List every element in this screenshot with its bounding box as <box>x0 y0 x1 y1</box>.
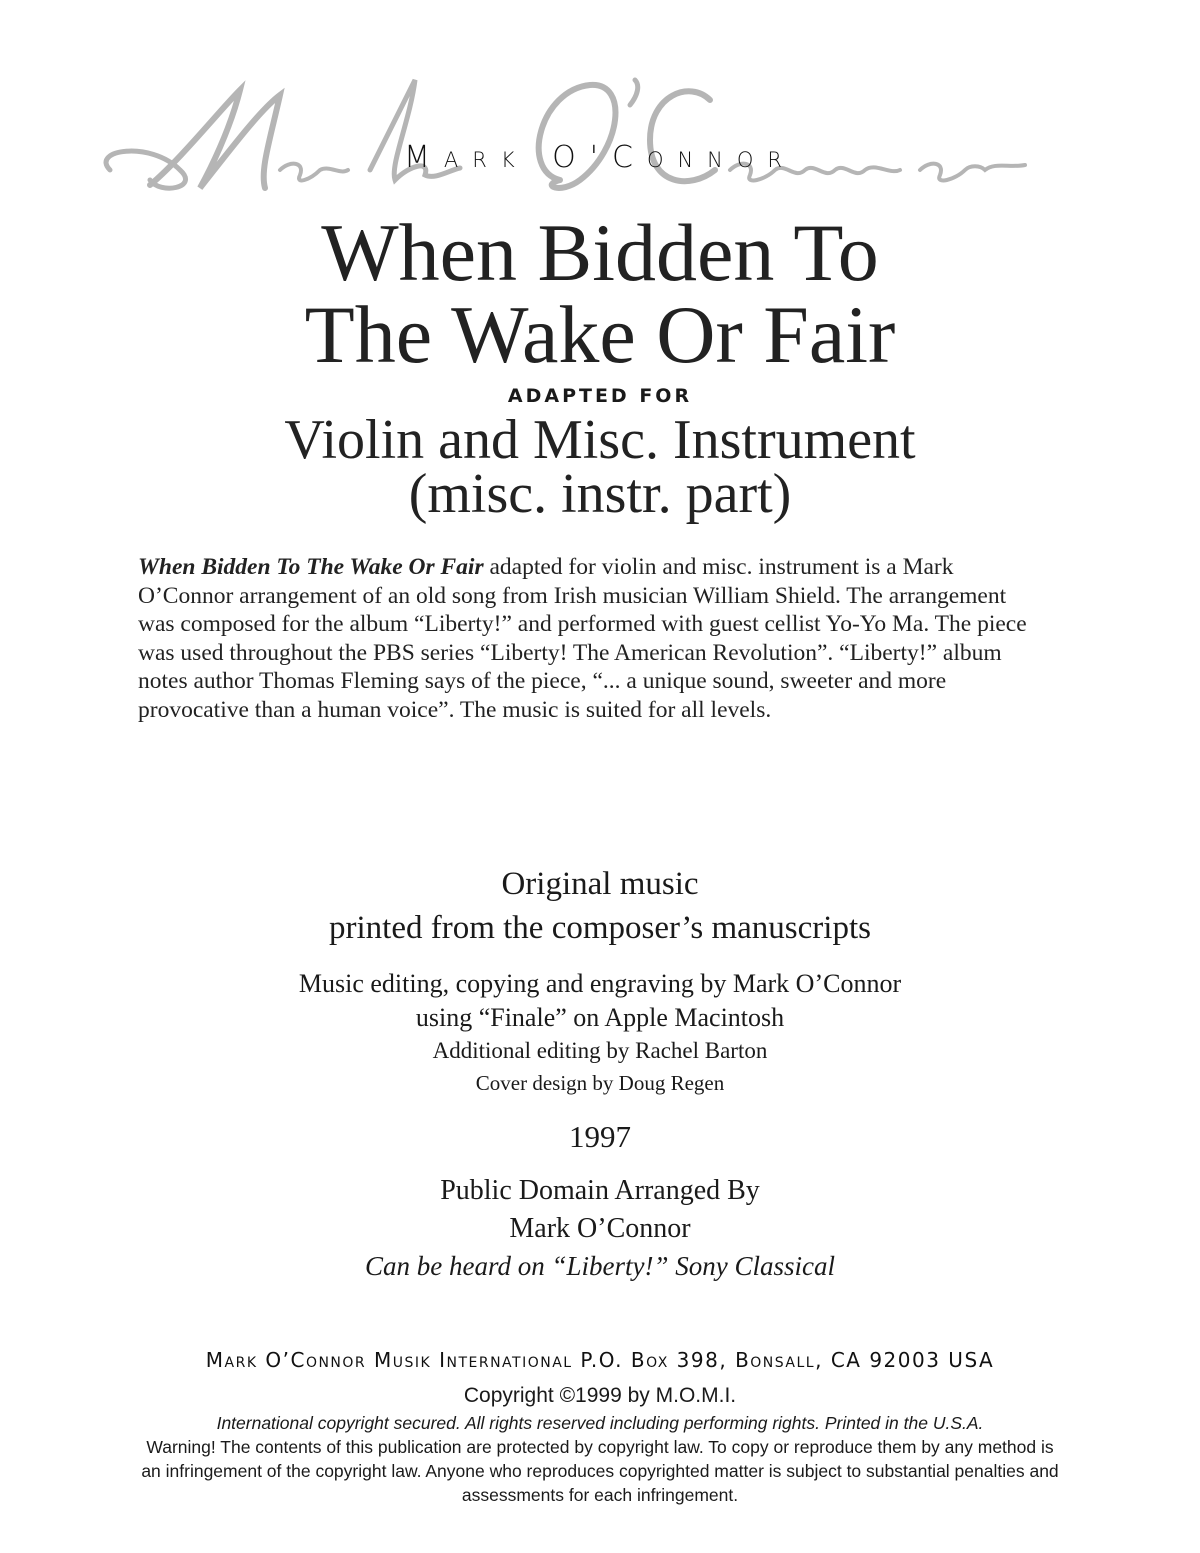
warning-line: assessments for each infringement. <box>461 1485 739 1505</box>
copyright: Copyright ©1999 by M.O.M.I. <box>463 1384 737 1407</box>
cover-design: Cover design by Doug Regen <box>475 1071 725 1095</box>
arranger: Mark O’Connor <box>509 1213 691 1244</box>
publisher-address: Mark O’Connor Musik International P.O. Box 398, Bonsall, CA 92003 USA <box>205 1348 995 1372</box>
warning-line: Warning! The contents of this publication are protected by copyright law. To copy or reproduce them by any method is <box>146 1437 1054 1457</box>
printed-from: printed from the composer’s manuscripts <box>329 910 871 946</box>
description-title: When Bidden To The Wake Or Fair <box>138 554 484 580</box>
warning-line: an infringement of the copyright law. Anyone who reproduces copyrighted matter is subject to substantial penalties and <box>141 1461 1059 1481</box>
description-line: O’Connor arrangement of an old song from Irish musician William Shield. The arrangement <box>138 582 1007 609</box>
editing-credit: Music editing, copying and engraving by Mark O’Connor <box>298 969 902 998</box>
finale-credit: using “Finale” on Apple Macintosh <box>415 1003 785 1032</box>
brand-name: Mark O'Connor <box>403 140 797 175</box>
heard-on: Can be heard on “Liberty!” Sony Classical <box>365 1251 835 1281</box>
additional-editing: Additional editing by Rachel Barton <box>432 1038 768 1063</box>
year: 1997 <box>569 1119 631 1154</box>
instrument-line-1: Violin and Misc. Instrument <box>284 409 916 471</box>
description-line: notes author Thomas Fleming says of the piece, “... a unique sound, sweeter and more <box>138 668 947 695</box>
description-line: adapted for violin and misc. instrument is a Mark <box>483 554 954 580</box>
original-music: Original music <box>501 866 699 902</box>
instrument-line-2: (misc. instr. part) <box>408 463 792 525</box>
description-line: provocative than a human voice”. The music is suited for all levels. <box>138 696 772 723</box>
title-line-2: The Wake Or Fair <box>304 289 896 380</box>
public-domain: Public Domain Arranged By <box>440 1175 760 1206</box>
title-line-1: When Bidden To <box>321 207 879 298</box>
adapted-for-label: ADAPTED FOR <box>507 385 693 407</box>
description-line: was composed for the album “Liberty!” and performed with guest cellist Yo-Yo Ma. The piece <box>138 611 1027 638</box>
description-paragraph <box>138 553 1058 725</box>
description-line: was used throughout the PBS series “Liberty! The American Revolution”. “Liberty!” album <box>138 639 1002 666</box>
rights-notice: International copyright secured. All rights reserved including performing rights. Printed in the U.S.A. <box>216 1413 984 1433</box>
